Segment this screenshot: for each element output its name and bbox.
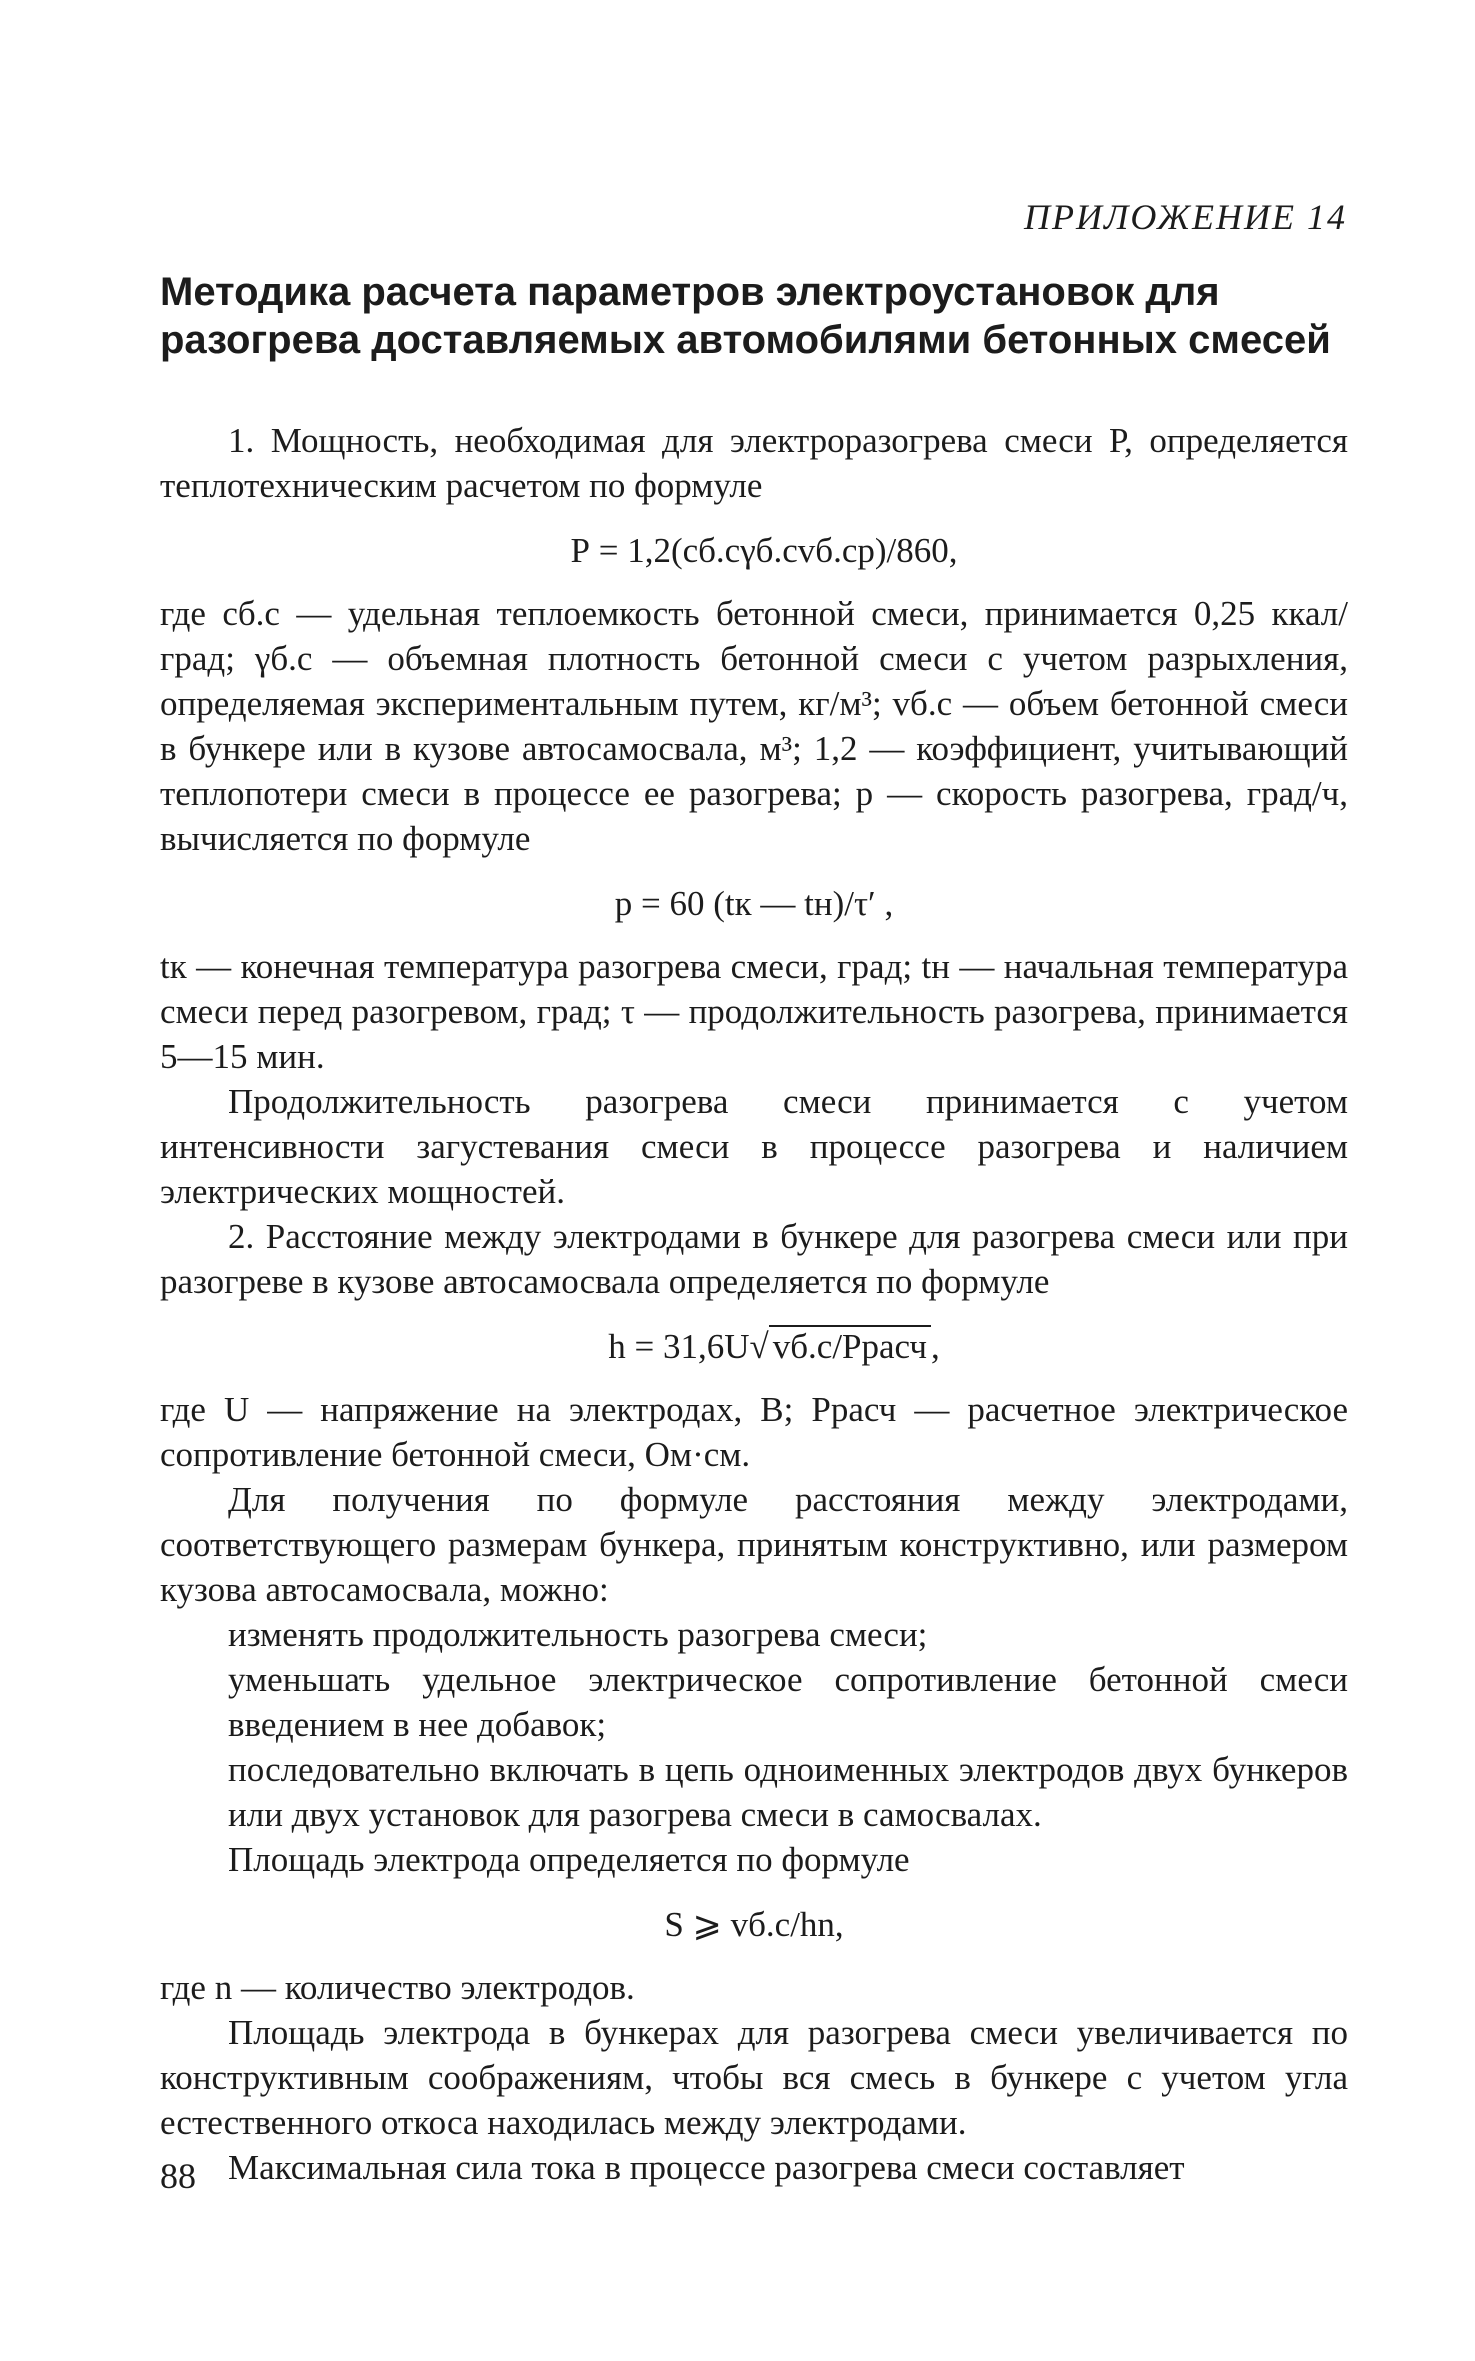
paragraph-electrode-area: Площадь электрода определяется по формуле [228, 1840, 910, 1879]
page-number: 88 [160, 2156, 196, 2196]
paragraph-max-current: Максимальная сила тока в процессе разогрева смеси составляет [228, 2148, 1185, 2187]
list-item: изменять продолжительность разогрева смеси; [228, 1615, 928, 1654]
formula-heating-rate: р = 60 (tк — tн)/τ′ , [614, 884, 894, 923]
section-title: Методика расчета параметров электроустановок для разогрева доставляемых автомобилями бетонных смесей [160, 270, 1331, 362]
formula-area: S ⩾ vб.с/hn, [664, 1905, 844, 1944]
list-item: уменьшать удельное электрическое сопротивление бетонной смеси введением в нее добавок; [228, 1660, 1348, 1744]
paragraph-voltage: где U — напряжение на электродах, В; Pрасч — расчетное электрическое сопротивление бетонной смеси, Ом·см. [160, 1390, 1348, 1474]
paragraph-power: 1. Мощность, необходимая для электроразогрева смеси Р, определяется теплотехническим расчетом по формуле [160, 421, 1348, 505]
sqrt-sign-icon: √ [749, 1327, 769, 1366]
paragraph-electrode-count: где n — количество электродов. [160, 1968, 635, 2007]
paragraph-definitions: где cб.с — удельная теплоемкость бетонной смеси, принимается 0,25 ккал/град; γб.с — объемная плотность бетонной смеси с учетом разрыхления, определяемая экспериментальным путем, кг/м³; vб.с — объем бетонной смеси в бункере или в кузове автосамосвала, м³; 1,2 — коэффициент, учитывающий теплопотери смеси в процессе ее разогрева; р — скорость разогрева, град/ч, вычисляется по формуле [160, 594, 1348, 858]
paragraph-options: Для получения по формуле расстояния между электродами, соответствующего размерам бункера, принятым конструктивно, или размером кузова автосамосвала, можно: [160, 1480, 1348, 1609]
paragraph-duration: Продолжительность разогрева смеси принимается с учетом интенсивности загустевания смеси в процессе разогрева и наличием электрических мощностей. [160, 1082, 1348, 1211]
formula-distance-end: , [931, 1327, 940, 1366]
formula-power: Р = 1,2(cб.cγб.cvб.cp)/860, [570, 531, 958, 570]
formula-distance [160, 1324, 1348, 1369]
formula-distance-left: h = 31,6U [608, 1327, 750, 1366]
formula-distance-radicand: vб.с/Pрасч [769, 1325, 931, 1366]
list-item: последовательно включать в цепь одноименных электродов двух бункеров или двух установок для разогрева смеси в самосвалах. [228, 1750, 1348, 1834]
appendix-label: ПРИЛОЖЕНИЕ 14 [1024, 197, 1347, 237]
paragraph-distance: 2. Расстояние между электродами в бункере для разогрева смеси или при разогреве в кузове автосамосвала определяется по формуле [160, 1217, 1348, 1301]
paragraph-temperatures: tк — конечная температура разогрева смеси, град; tн — начальная температура смеси перед разогревом, град; τ — продолжительность разогрева, принимается 5—15 мин. [160, 947, 1348, 1076]
paragraph-area-increase: Площадь электрода в бункерах для разогрева смеси увеличивается по конструктивным соображениям, чтобы вся смесь в бункере с учетом угла естественного откоса находилась между электродами. [160, 2013, 1348, 2142]
document-body [160, 418, 1348, 2190]
